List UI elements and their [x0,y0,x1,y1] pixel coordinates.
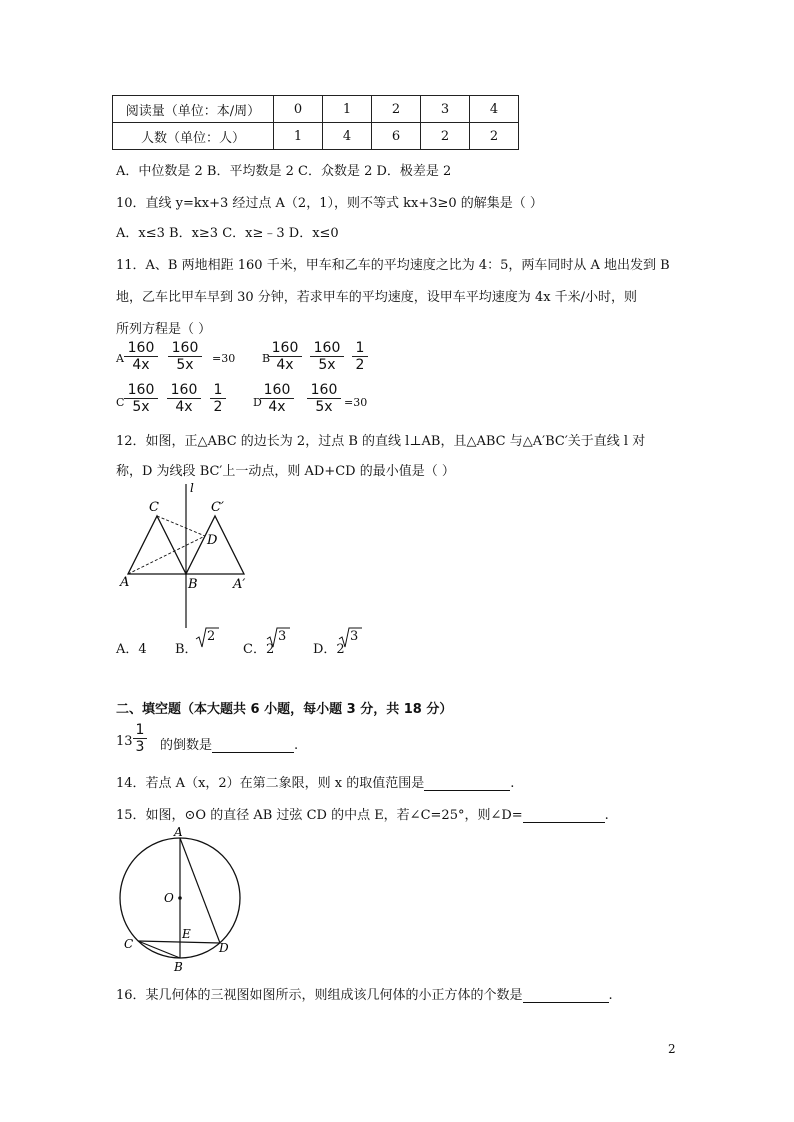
q14-stem: 14．若点 A（x，2）在第二象限，则 x 的取值范围是 [116,776,425,791]
label-o: O [164,891,174,905]
table-cell: 3 [421,96,470,123]
label-a-prime: A′ [233,577,246,592]
numerator: 160 [170,382,198,398]
option-a-label: A [116,352,124,365]
denominator: 4x [124,356,158,373]
circle-figure [112,826,248,974]
q14-text [116,772,514,791]
q12-line1: 12．如图，正△ABC 的边长为 2，过点 B 的直线 l⊥AB，且△ABC 与△A′BC′关于直线 l 对 [116,434,646,449]
equation-tail: =30 [344,396,368,409]
denominator: 4x [260,398,294,415]
table-cell: 2 [372,96,421,123]
q13-suffix: 的倒数是 [160,738,213,753]
fraction [310,340,344,373]
label-c: C [149,500,159,515]
denominator: 5x [124,398,158,415]
fraction [307,382,341,415]
q12-line2: 称，D 为线段 BC′上一动点，则 AD+CD 的最小值是（ ） [116,464,455,479]
numerator: 1 [135,722,145,738]
q12-option-b: B． [175,642,198,657]
chord-cd [138,941,220,943]
q14-end: . [510,776,515,791]
answer-blank[interactable] [424,790,510,791]
answer-blank[interactable] [523,1002,609,1003]
denominator: 5x [310,356,344,373]
table-cell: 1 [323,96,372,123]
radicand: 3 [350,629,359,644]
option-b-label: B [262,352,271,365]
q11-line1: 11．A、B 两地相距 160 千米，甲车和乙车的平均速度之比为 4：5，两车同时从 A 地出发到 B [116,258,670,273]
fraction [210,382,226,415]
q15-stem: 15．如图，⊙O 的直径 AB 过弦 CD 的中点 E，若∠C=25°，则∠D= [116,808,523,823]
dashed-ad [128,536,205,574]
equation-tail: =30 [212,352,236,365]
q9-options: A．中位数是 2 B．平均数是 2 C．众数是 2 D．极差是 2 [116,164,452,179]
numerator: 160 [271,340,299,356]
table-header-cell: 阅读量（单位：本/周） [113,96,274,123]
table-row [113,96,519,123]
section-title: 二、填空题（本大题共 6 小题，每小题 3 分，共 18 分） [116,702,453,717]
q16-text [116,984,613,1003]
radicand: 3 [278,629,287,644]
q12-option-a: A．4 [116,642,147,657]
table-cell: 0 [274,96,323,123]
q13-prefix: 13 [116,734,133,749]
denominator: 5x [168,356,202,373]
numerator: 160 [310,382,338,398]
label-b: B [188,577,198,592]
denominator: 5x [307,398,341,415]
option-c-label: C [116,396,125,409]
q10-stem: 10．直线 y=kx+3 经过点 A（2，1），则不等式 kx+3≥0 的解集是（ ） [116,196,543,211]
numerator: 1 [355,340,365,356]
denominator: 4x [167,398,201,415]
center-point [178,896,182,900]
q12-option-c: C．2 [243,642,275,657]
denominator: 2 [352,356,368,373]
denominator: 2 [210,398,226,415]
triangle-reflection-figure [115,478,265,630]
fraction [268,340,302,373]
label-l: l [190,481,194,495]
label-a: A [120,575,130,590]
table-cell: 6 [372,123,421,150]
label-c-prime: C′ [211,500,224,515]
option-d-label: D [253,396,262,409]
fraction [167,382,201,415]
fraction [133,722,147,755]
q12-option-d: D．2 [313,642,345,657]
answer-blank[interactable] [523,822,605,823]
label-d: D [219,941,229,955]
numerator: 160 [171,340,199,356]
label-d: D [207,533,218,548]
table-cell: 4 [323,123,372,150]
q15-end: . [604,808,609,823]
numerator: 160 [127,382,155,398]
label-a: A [174,826,183,839]
q11-line3: 所列方程是（ ） [116,322,212,337]
fraction [352,340,368,373]
reading-table [112,95,519,150]
label-e: E [182,927,191,941]
dashed-cd [157,516,205,536]
page-number: 2 [668,1042,676,1056]
label-b: B [174,960,183,974]
table-header-cell: 人数（单位：人） [113,123,274,150]
label-c: C [124,937,134,951]
fraction [124,382,158,415]
denominator: 3 [133,738,147,755]
fraction [260,382,294,415]
segment-cb [138,941,180,958]
table-cell: 2 [470,123,519,150]
fraction [168,340,202,373]
q10-options: A．x≤3 B．x≥3 C．x≥﹣3 D．x≤0 [116,226,339,241]
table-row [113,123,519,150]
q15-text [116,804,609,823]
numerator: 160 [127,340,155,356]
radicand: 2 [207,629,216,644]
q11-line2: 地，乙车比甲车早到 30 分钟，若求甲车的平均速度，设甲车平均速度为 4x 千米/小时，则 [116,290,638,305]
answer-blank[interactable] [212,752,294,753]
q13-end: . [294,738,299,753]
denominator: 4x [268,356,302,373]
fraction [124,340,158,373]
table-cell: 4 [470,96,519,123]
table-cell: 1 [274,123,323,150]
numerator: 160 [313,340,341,356]
q16-stem: 16．某几何体的三视图如图所示，则组成该几何体的小正方体的个数是 [116,988,523,1003]
table-cell: 2 [421,123,470,150]
q16-end: . [608,988,613,1003]
numerator: 1 [213,382,223,398]
numerator: 160 [263,382,291,398]
q13-text [160,734,298,753]
